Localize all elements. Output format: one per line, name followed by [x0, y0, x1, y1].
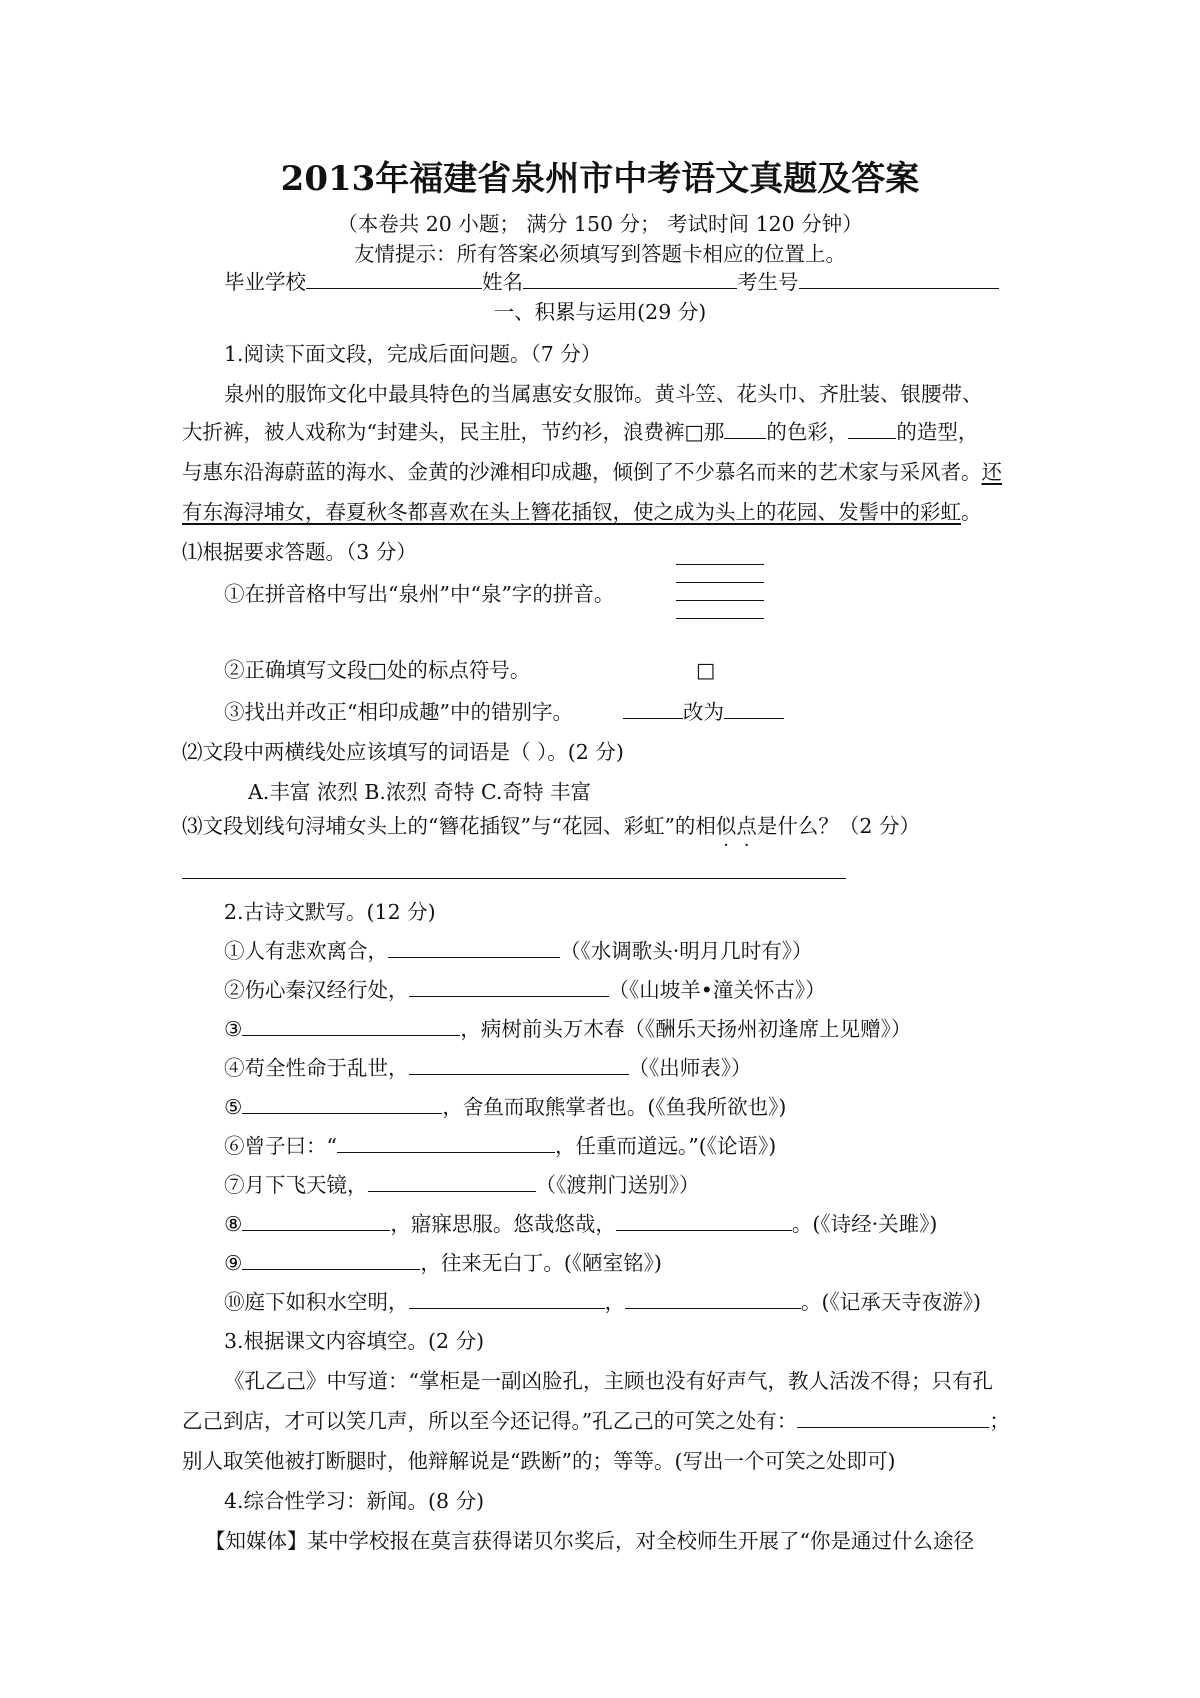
poem-line-7: ⑦月下飞天镜， （《渡荆门送别》）	[224, 1173, 700, 1197]
poem-blank[interactable]	[409, 1054, 629, 1075]
q1-passage-line: 泉州的服饰文化中最具特色的当属惠安女服饰。黄斗笠、花头巾、齐肚装、银腰带、	[224, 382, 983, 406]
section-heading: 一、积累与运用(29 分)	[493, 300, 707, 324]
poem-blank[interactable]	[242, 1249, 420, 1270]
page-title: 2013年福建省泉州市中考语文真题及答案	[280, 159, 920, 199]
answer-line[interactable]	[182, 878, 846, 879]
poem-blank[interactable]	[368, 1171, 536, 1192]
q1-heading: 1.阅读下面文段，完成后面问题。（7 分）	[224, 342, 602, 366]
q4-text-line: 【知媒体】某中学校报在莫言获得诺贝尔奖后，对全校师生开展了“你是通过什么途径	[205, 1529, 974, 1553]
q1-passage-line: 与惠东沿海蔚蓝的海水、金黄的沙滩相印成趣，倾倒了不少慕名而来的艺术家与采风者。还	[182, 460, 1002, 484]
poem-line-4: ④苟全性命于乱世， （《出师表》）	[224, 1056, 752, 1080]
q1-sub2-options: A.丰富 浓烈 B.浓烈 奇特 C.奇特 丰富	[248, 780, 591, 804]
q3-text-line: 乙己到店，才可以笑几声，所以至今还记得。”孔乙己的可笑之处有： ；	[182, 1409, 1010, 1433]
name-label: 姓名	[482, 270, 523, 294]
q3-text-line: 《孔乙己》中写道：“掌柜是一副凶脸孔，主顾也没有好声气，教人活泼不得；只有孔	[224, 1369, 993, 1393]
punctuation-box[interactable]: □	[696, 658, 716, 682]
q3-answer-blank[interactable]	[797, 1407, 989, 1428]
school-field[interactable]	[306, 268, 482, 289]
poem-blank[interactable]	[242, 1210, 390, 1231]
q1-sub1-heading: ⑴根据要求答题。（3 分）	[182, 540, 417, 564]
poem-blank[interactable]	[625, 1288, 801, 1309]
poem-blank[interactable]	[242, 1093, 442, 1114]
poem-blank[interactable]	[242, 1015, 460, 1036]
q1-sub2: ⑵文段中两横线处应该填写的词语是（ ）。(2 分)	[182, 740, 624, 764]
poem-blank[interactable]	[337, 1132, 555, 1153]
poem-blank[interactable]	[388, 937, 560, 958]
poem-line-1: ①人有悲欢离合， （《水调歌头·明月几时有》）	[224, 939, 813, 963]
poem-line-5: ⑤ ，舍鱼而取熊掌者也。(《鱼我所欲也》)	[224, 1095, 787, 1119]
q1-sub3: ⑶文段划线句浔埔女头上的“簪花插钗”与“花园、彩虹”的相似点是什么？（2 分）	[182, 814, 920, 838]
poem-blank[interactable]	[409, 976, 609, 997]
poem-line-10: ⑩庭下如积水空明， ， 。(《记承天寺夜游》)	[224, 1290, 981, 1314]
q3-text-line: 别人取笑他被打断腿时，他辩解说是“跌断”的；等等。(写出一个可笑之处即可)	[182, 1449, 896, 1473]
name-field[interactable]	[523, 268, 737, 289]
exam-tip: 友情提示：所有答案必须填写到答题卡相应的位置上。	[354, 242, 846, 266]
wrong-char-field[interactable]	[623, 698, 683, 719]
q1-blank-1[interactable]	[724, 418, 766, 439]
exam-no-label: 考生号	[737, 270, 799, 294]
poem-line-6: ⑥曾子曰：“ ，任重而道远。”(《论语》)	[224, 1134, 777, 1158]
q1-sub1-c: ③找出并改正“相印成趣”中的错别字。 改为	[224, 698, 784, 726]
q1-underlined-sentence: 有东海浔埔女，春夏秋冬都喜欢在头上簪花插钗，使之成为头上的花园、发髻中的彩虹。	[182, 500, 982, 524]
correct-char-field[interactable]	[724, 698, 784, 719]
q2-heading: 2.古诗文默写。(12 分)	[224, 900, 436, 924]
q1-sub1-a: ①在拼音格中写出“泉州”中“泉”字的拼音。	[224, 582, 615, 606]
exam-no-field[interactable]	[799, 268, 999, 289]
exam-info: （本卷共 20 小题； 满分 150 分； 考试时间 120 分钟）	[337, 212, 863, 236]
q1-blank-2[interactable]	[848, 418, 896, 439]
school-label: 毕业学校	[224, 270, 306, 294]
q4-heading: 4.综合性学习：新闻。(8 分)	[224, 1489, 485, 1513]
poem-blank[interactable]	[616, 1210, 792, 1231]
poem-blank[interactable]	[409, 1288, 605, 1309]
poem-line-8: ⑧ ，寤寐思服。悠哉悠哉， 。(《诗经·关雎》)	[224, 1212, 938, 1236]
poem-line-9: ⑨ ，往来无白丁。(《陋室铭》)	[224, 1251, 662, 1275]
q1-sub1-b: ②正确填写文段□处的标点符号。	[224, 658, 531, 682]
pinyin-grid[interactable]	[676, 564, 764, 636]
student-info-row	[224, 268, 999, 296]
q1-passage-line: 大折裤，被人戏称为“封建头，民主肚，节约衫，浪费裤□那 的色彩， 的造型，	[182, 420, 979, 444]
poem-line-3: ③ ，病树前头万木春（《酬乐天扬州初逢席上见赠》）	[224, 1017, 912, 1041]
q3-heading: 3.根据课文内容填空。(2 分)	[224, 1329, 485, 1353]
poem-line-2: ②伤心秦汉经行处， （《山坡羊•潼关怀古》）	[224, 978, 826, 1002]
